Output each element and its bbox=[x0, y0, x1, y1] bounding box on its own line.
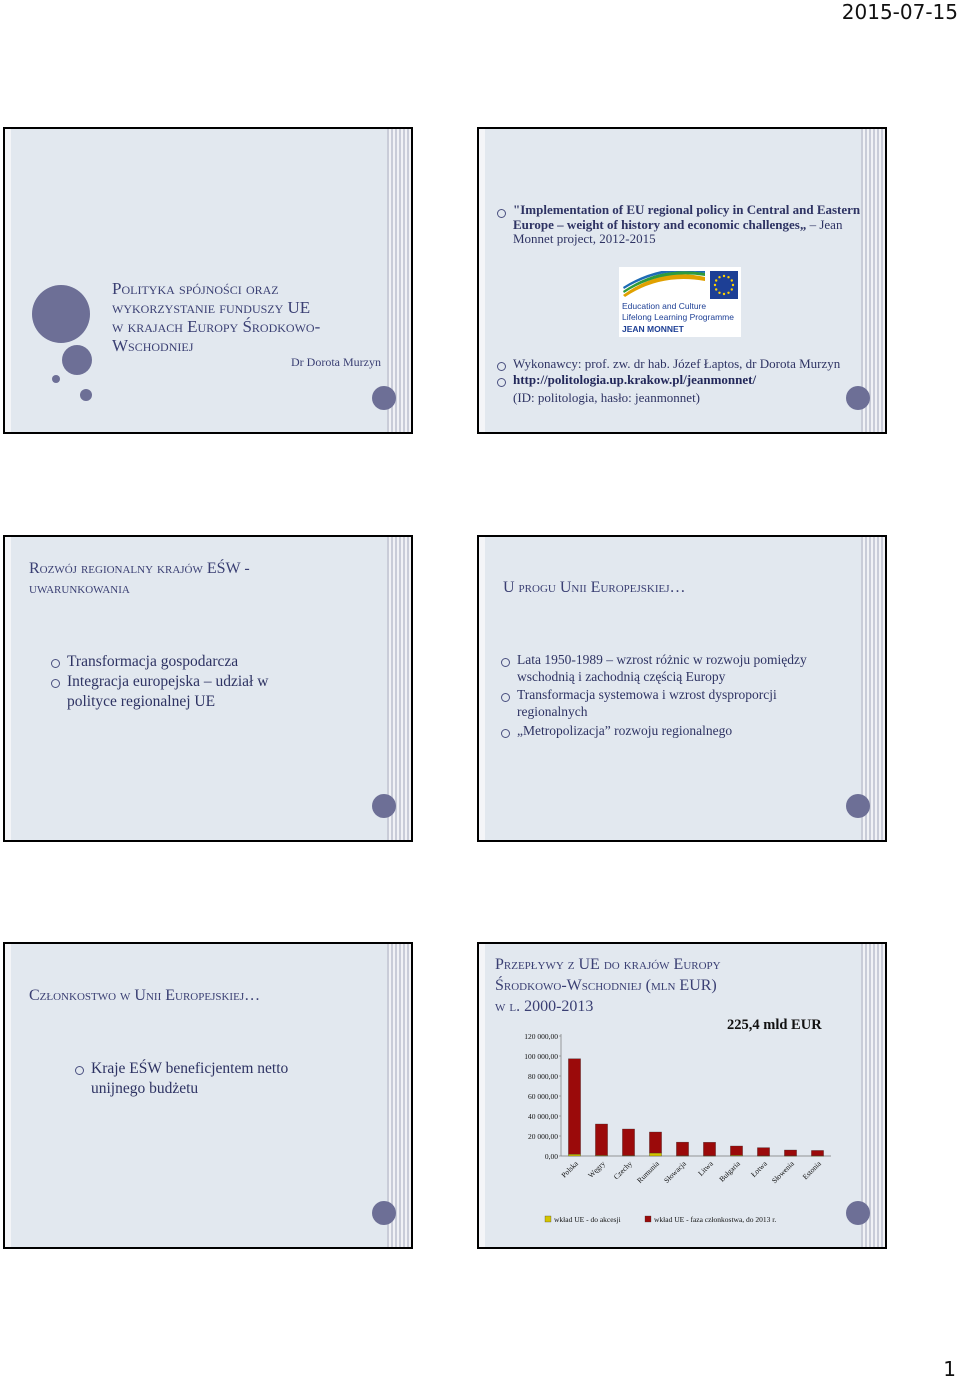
bullet-list bbox=[499, 652, 829, 740]
bar-membership bbox=[784, 1150, 796, 1156]
llp-swoosh-icon bbox=[621, 271, 705, 297]
x-tick-label: Polska bbox=[559, 1159, 580, 1180]
slide-corner-dot bbox=[372, 386, 396, 410]
slide-corner-dot bbox=[846, 1201, 870, 1225]
bullet-item: Integracja europejska – udział w polityce regionalnej UE bbox=[49, 672, 309, 712]
bar-membership bbox=[730, 1146, 742, 1155]
legend-label: wkład UE - do akcesji bbox=[554, 1215, 621, 1224]
title-line: Przepływy z UE do krajów Europy bbox=[495, 956, 721, 973]
slide-corner-dot bbox=[846, 386, 870, 410]
logo-text: JEAN MONNET bbox=[622, 324, 684, 334]
y-tick-label: 80 000,00 bbox=[528, 1072, 558, 1081]
bar-membership bbox=[622, 1129, 634, 1156]
bullet-item: „Metropolizacja” rozwoju regionalnego bbox=[499, 723, 829, 740]
bar-membership bbox=[568, 1059, 580, 1155]
x-tick-label: Czechy bbox=[611, 1159, 634, 1182]
decor-circle-large bbox=[32, 285, 90, 343]
slide-4-eu-threshold bbox=[477, 535, 887, 842]
x-tick-label: Estonia bbox=[800, 1159, 823, 1182]
title-line: wykorzystanie funduszy UE bbox=[112, 298, 311, 317]
project-link[interactable]: http://politologia.up.krakow.pl/jeanmonnet/ bbox=[513, 372, 757, 387]
slide-3-regional-development bbox=[3, 535, 413, 842]
bar-membership bbox=[703, 1142, 715, 1155]
decor-circle-medium bbox=[62, 345, 92, 375]
bullet-list bbox=[495, 203, 865, 247]
bullet-list-2 bbox=[495, 356, 865, 406]
decor-circle-small-2 bbox=[80, 389, 92, 401]
slide-2-project bbox=[477, 127, 887, 434]
bullet-item: Lata 1950-1989 – wzrost różnic w rozwoju pomiędzy wschodnią i zachodnią częścią Europy bbox=[499, 652, 829, 685]
legend-swatch bbox=[645, 1216, 651, 1222]
y-tick-label: 100 000,00 bbox=[524, 1052, 558, 1061]
logo-text: Lifelong Learning Programme bbox=[622, 312, 734, 322]
project-bullet bbox=[495, 203, 865, 247]
legend-label: wkład UE - faza członkostwa, do 2013 r. bbox=[654, 1215, 777, 1224]
slide-title bbox=[29, 559, 379, 599]
y-tick-label: 60 000,00 bbox=[528, 1092, 558, 1101]
slide-corner-dot bbox=[372, 794, 396, 818]
title-line: uwarunkowania bbox=[29, 580, 130, 597]
y-tick-label: 120 000,00 bbox=[524, 1032, 558, 1041]
bullet-item: Kraje EŚW beneficjentem netto unijnego budżetu bbox=[73, 1059, 343, 1099]
y-tick-label: 40 000,00 bbox=[528, 1112, 558, 1121]
bar-membership bbox=[757, 1148, 769, 1156]
slide-6-eu-flows-chart bbox=[477, 942, 887, 1249]
x-tick-label: Słowacja bbox=[662, 1159, 688, 1185]
legend-swatch bbox=[545, 1216, 551, 1222]
y-tick-label: 0,00 bbox=[544, 1152, 558, 1161]
y-tick-label: 20 000,00 bbox=[528, 1132, 558, 1141]
slide-corner-dot bbox=[372, 1201, 396, 1225]
project-detail: – Jean Monnet project, 2012-2015 bbox=[513, 216, 843, 246]
x-tick-label: Słowenia bbox=[769, 1159, 796, 1186]
x-tick-label: Bułgaria bbox=[717, 1159, 742, 1184]
eu-flows-bar-chart bbox=[479, 944, 887, 1249]
logo-text: Education and Culture bbox=[622, 301, 707, 311]
link-bullet[interactable] bbox=[495, 372, 865, 388]
chart-annotation: 225,4 mld EUR bbox=[727, 1017, 822, 1033]
slide-title: Członkostwo w Unii Europejskiej… bbox=[29, 987, 261, 1004]
login-note: (ID: politologia, hasło: jeanmonnet) bbox=[513, 390, 701, 405]
title-line: w l. 2000-2013 bbox=[495, 998, 594, 1015]
slide-5-membership bbox=[3, 942, 413, 1249]
bullet-list bbox=[49, 652, 309, 712]
x-tick-label: Litwa bbox=[696, 1159, 715, 1178]
x-tick-label: Rumunia bbox=[635, 1159, 661, 1185]
jean-monnet-logo bbox=[619, 267, 741, 337]
x-tick-label: Węgry bbox=[586, 1159, 607, 1180]
slide-1-title bbox=[3, 127, 413, 434]
title-line: Polityka spójności oraz bbox=[112, 279, 279, 298]
title-line: Środkowo-Wschodniej (mln EUR) bbox=[495, 977, 717, 994]
bar-membership bbox=[595, 1124, 607, 1155]
title-line: Wschodniej bbox=[112, 336, 194, 355]
x-tick-label: Łotwa bbox=[748, 1159, 769, 1179]
slide-title bbox=[112, 279, 382, 355]
bullet-item: Transformacja gospodarcza bbox=[49, 652, 309, 672]
bullet-list bbox=[73, 1059, 343, 1099]
decor-circle-small bbox=[52, 375, 60, 383]
page-number: 1 bbox=[943, 1357, 956, 1381]
eu-flag-icon bbox=[710, 271, 738, 299]
bar-membership bbox=[811, 1150, 823, 1155]
title-line: Rozwój regionalny krajów EŚW - bbox=[29, 560, 250, 577]
slide-corner-dot bbox=[846, 794, 870, 818]
bar-pre-accession bbox=[649, 1153, 661, 1156]
slide-title: U progu Unii Europejskiej… bbox=[503, 579, 686, 596]
author: Dr Dorota Murzyn bbox=[291, 355, 381, 369]
bar-membership bbox=[649, 1132, 661, 1153]
project-title: "Implementation of EU regional policy in Central and Eastern Europe – weight of history and economic challenges„ bbox=[513, 202, 861, 232]
page-date: 2015-07-15 bbox=[841, 0, 958, 24]
authors-bullet: Wykonawcy: prof. zw. dr hab. Józef Łaptos, dr Dorota Murzyn bbox=[495, 356, 865, 372]
title-line: w krajach Europy Środkowo- bbox=[112, 317, 321, 336]
bullet-item: Transformacja systemowa i wzrost dysproporcji regionalnych bbox=[499, 687, 829, 720]
bar-membership bbox=[676, 1142, 688, 1156]
bar-pre-accession bbox=[568, 1154, 580, 1156]
